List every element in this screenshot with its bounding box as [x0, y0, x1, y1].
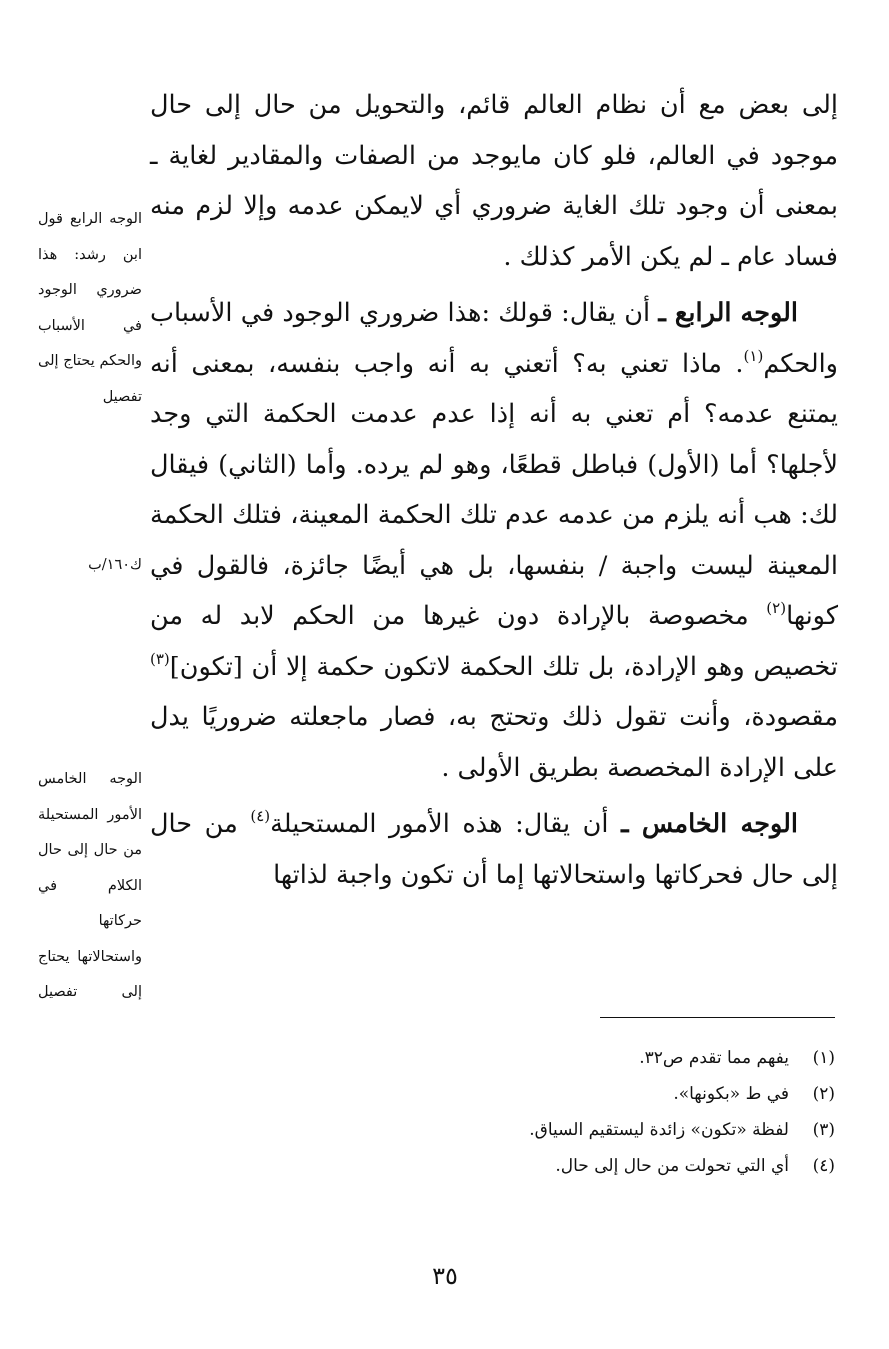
page-number: ٣٥ — [432, 1262, 458, 1290]
margin-note-manuscript-ref: ك١٦٠/ب — [88, 557, 142, 573]
footnotes — [300, 1040, 835, 1184]
paragraph-3-part-a: أن يقال: هذه الأمور المستحيلة — [270, 809, 622, 839]
footnote-item — [300, 1148, 835, 1184]
paragraph-3 — [150, 799, 838, 900]
footnote-item — [300, 1112, 835, 1148]
paragraph-2-part-d: مقصودة، وأنت تقول ذلك وتحتج به، فصار ماجعلته ضروريًا يدل على الإرادة المخصصة بطريق الأولى . — [150, 702, 838, 783]
footnote-number: (٤) — [812, 1156, 835, 1176]
paragraph-2-part-a: أن يقال: قولك :هذا ضروري الوجود في الأسباب والحكم — [150, 298, 838, 379]
footnote-item — [300, 1076, 835, 1112]
footnote-ref-3[interactable]: (٣) — [150, 649, 170, 668]
footnote-number: (٣) — [812, 1120, 835, 1140]
footnote-text: لفظة «تكون» زائدة ليستقيم السياق. — [529, 1120, 789, 1140]
paragraph-2 — [150, 288, 838, 793]
footnote-ref-4[interactable]: (٤) — [250, 807, 271, 825]
footnote-item — [300, 1040, 835, 1076]
paragraph-2-part-c: مخصوصة بالإرادة دون غيرها من الحكم لابد له من تخصيص وهو الإرادة، بل تلك الحكمة لاتكون حكمة إلا أن [تكون] — [150, 601, 838, 682]
footnote-text: يفهم مما تقدم ص٣٢. — [639, 1048, 789, 1068]
footnote-text: في ط «بكونها». — [673, 1084, 789, 1104]
paragraph-2-part-b: . ماذا تعني به؟ أتعني به أنه واجب بنفسه، بمعنى أنه يمتنع عدمه؟ أم تعني به أنه إذا عدم عدمت الحكمة التي وجد لأجلها؟ أما (الأول) فباطل قطعًا، وهو لم يرده. وأما (الثاني) فيقال لك: هب أنه يلزم من عدمه عدم تلك الحكمة المعينة، فتلك الحكمة المعينة ليست واجبة / بنفسها، بل هي أيضًا جائزة، فالقول في كونها — [150, 348, 838, 631]
section-heading-fourth: الوجه الرابع ـ — [658, 298, 798, 328]
paragraph-1: إلى بعض مع أن نظام العالم قائم، والتحويل من حال إلى حال موجود في العالم، فلو كان مايوجد من الصفات والمقادير لغاية ـ بمعنى أن وجود تلك الغاية ضروري أي لايمكن عدمه وإلا لزم منه فساد عام ـ لم يكن الأمر كذلك . — [150, 90, 838, 272]
paragraph-3-part-b: من حال إلى حال فحركاتها واستحالاتها إما أن تكون واجبة لذاتها — [150, 809, 838, 890]
footnote-number: (٢) — [812, 1084, 835, 1104]
section-heading-fifth: الوجه الخامس ـ — [621, 809, 799, 839]
footnote-text: أي التي تحولت من حال إلى حال. — [555, 1156, 789, 1176]
footnote-ref-2[interactable]: (٢) — [766, 599, 787, 617]
footnote-divider — [600, 1017, 835, 1018]
margin-note-fifth-aspect: الوجه الخامس الأمور المستحيلة من حال إلى حال الكلام في حركاتها واستحالاتها يحتاج إلى تفصيل — [38, 771, 142, 1000]
main-text — [150, 80, 838, 900]
footnote-ref-1[interactable]: (١) — [743, 346, 764, 365]
footnote-number: (١) — [812, 1048, 835, 1068]
margin-note-fourth-aspect: الوجه الرابع قول ابن رشد: هذا ضروري الوجود في الأسباب والحكم يحتاج إلى تفصيل — [38, 211, 142, 405]
